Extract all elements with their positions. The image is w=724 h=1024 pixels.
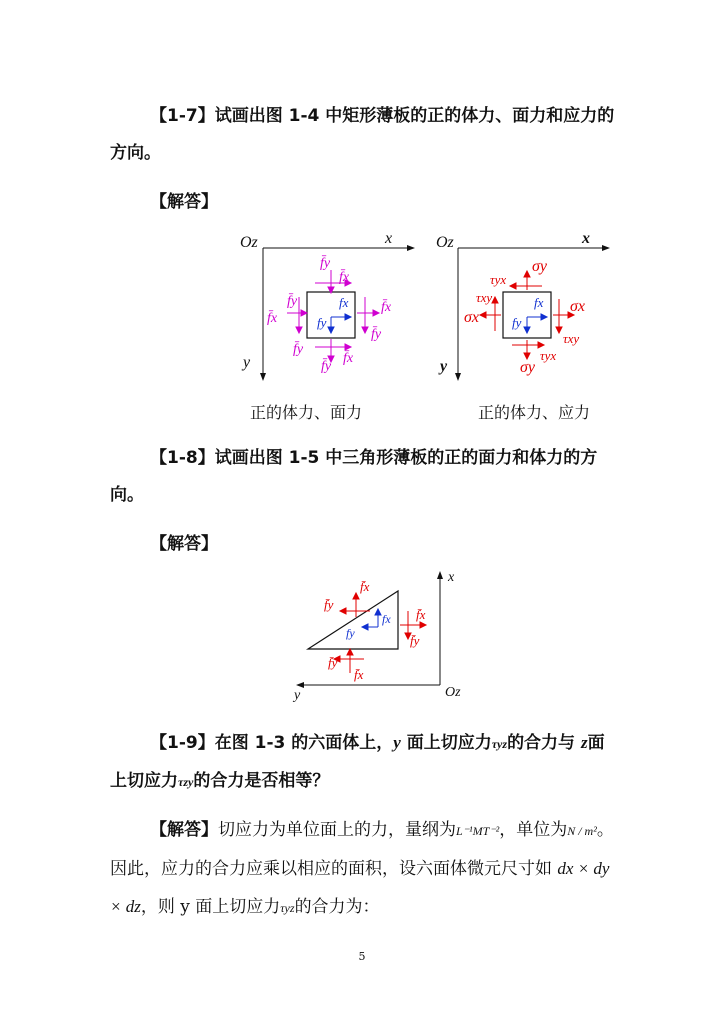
- q19-answer: 【解答】切应力为单位面上的力，量纲为L⁻¹MT⁻²，单位为N / m²。因此，应力的合力应乘以相应的面积，设六面体微元尺寸如 dx × dy × dz，则 y 面上切应力τyz的合力为：: [110, 820, 614, 917]
- label-fx-left: f̄x: [267, 311, 278, 326]
- label-body-fx: fx: [534, 295, 544, 310]
- origin-label: Oz: [240, 234, 258, 251]
- caption-right-figure: 正的体力、应力: [478, 403, 591, 422]
- label-body-fx: fx: [382, 612, 391, 626]
- label-fy-bottom2: f̄y: [321, 359, 332, 374]
- origin-label: Oz: [436, 234, 454, 251]
- x-axis-label: x: [582, 230, 590, 247]
- tau-zy-symbol: τzy: [178, 775, 194, 789]
- label-fx-bottom: f̄x: [354, 667, 364, 682]
- label-tau-xy-right: τxy: [563, 331, 580, 346]
- label-sigma-y-top: σy: [532, 258, 547, 275]
- q17-heading: 【1-7】试画出图 1-4 中矩形薄板的正的体力、面力和应力的方向。: [110, 106, 615, 163]
- label-fx-bottom: f̄x: [343, 351, 354, 366]
- element-dimensions: dx × dy × dz: [110, 859, 610, 916]
- tau-yz-symbol-answer: τyz: [280, 901, 295, 915]
- label-sigma-x-left: σx: [464, 309, 479, 326]
- figure-rect-stress-body-forces: [430, 225, 620, 385]
- label-fy-right: f̄y: [410, 633, 420, 648]
- label-sigma-x-right: σx: [570, 298, 585, 315]
- label-fx-hyp: f̄x: [360, 579, 370, 594]
- origin-label: Oz: [445, 685, 461, 700]
- q19-answer-label: 【解答】: [150, 820, 218, 840]
- page-number: 5: [358, 950, 366, 963]
- label-fy-bottom: f̄y: [328, 655, 338, 670]
- q19-heading: 【1-9】在图 1-3 的六面体上，y 面上切应力τyz的合力与 z面上切应力τzy的合力是否相等？: [110, 733, 605, 791]
- label-tau-xy-left: τxy: [476, 290, 493, 305]
- x-axis-label: x: [385, 230, 393, 247]
- label-fy-right: f̄y: [371, 327, 382, 342]
- y-axis-label: y: [243, 354, 251, 371]
- caption-left-figure: 正的体力、面力: [250, 403, 363, 422]
- y-axis-label: y: [440, 358, 448, 375]
- dimension-formula: L⁻¹MT⁻²: [456, 824, 500, 838]
- label-body-fy: fy: [317, 315, 327, 330]
- label-fx-top: f̄x: [339, 270, 350, 285]
- figure-triangle-forces: [290, 565, 480, 705]
- q17-answer-label: 【解答】: [150, 192, 218, 212]
- x-axis-label: x: [448, 570, 455, 585]
- label-tau-yx-top: τyx: [490, 272, 507, 287]
- label-tau-yx-bottom: τyx: [540, 348, 557, 363]
- q18-answer-label: 【解答】: [150, 534, 218, 554]
- tau-yz-symbol: τyz: [491, 737, 508, 751]
- y-axis-label: y: [294, 688, 301, 703]
- label-fy-hyp: f̄y: [324, 597, 334, 612]
- label-body-fy: fy: [512, 315, 522, 330]
- label-sigma-y-bottom: σy: [520, 359, 535, 376]
- label-fx-right: f̄x: [416, 607, 426, 622]
- label-fy-left: f̄y: [287, 294, 298, 309]
- label-fx-right: f̄x: [381, 300, 392, 315]
- unit-formula: N / m²: [567, 824, 597, 838]
- label-body-fx: fx: [339, 295, 349, 310]
- label-fy-top: f̄y: [320, 256, 331, 271]
- label-fy-bottom: f̄y: [293, 342, 304, 357]
- figure-rect-surface-body-forces: [235, 225, 425, 385]
- q18-heading: 【1-8】试画出图 1-5 中三角形薄板的正的面力和体力的方向。: [110, 448, 598, 505]
- label-body-fy: fy: [346, 626, 355, 640]
